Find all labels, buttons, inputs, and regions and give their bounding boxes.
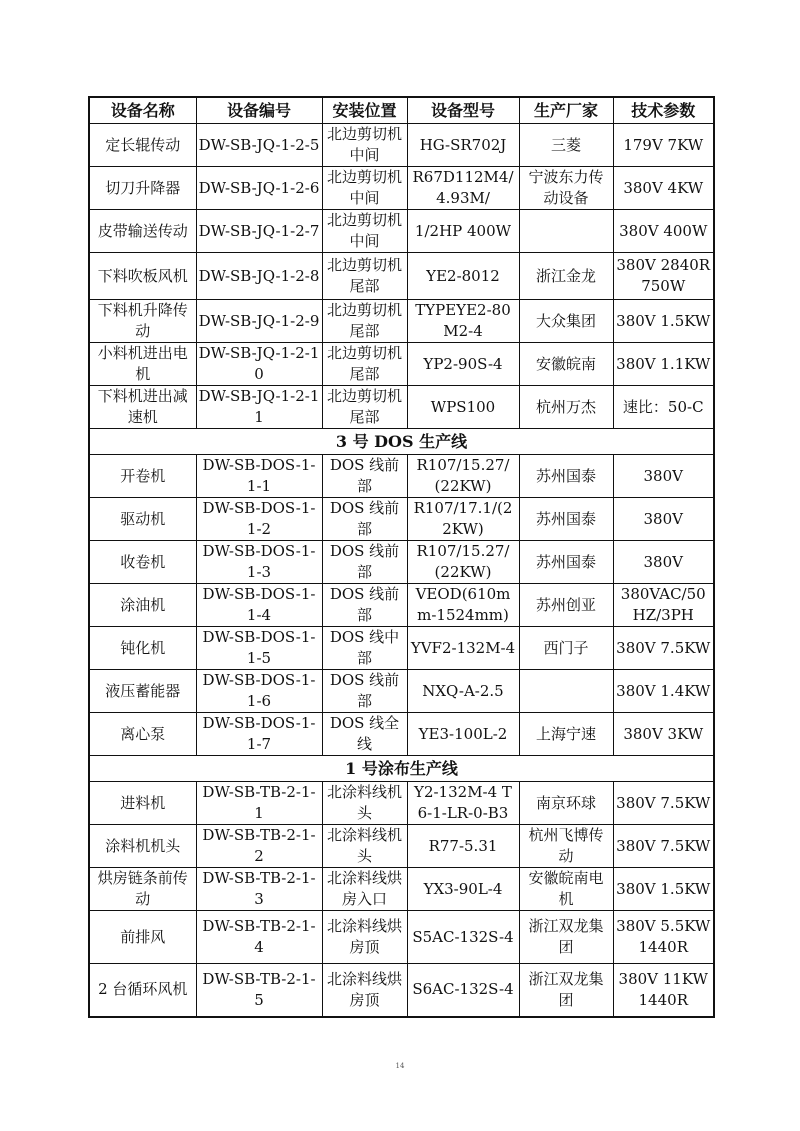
cell-equipment-name: 离心泵 (89, 713, 196, 756)
table-row (89, 670, 714, 713)
cell-install-location: DOS 线前部 (322, 670, 407, 713)
cell-technical-params: 380V 7.5KW (613, 825, 714, 868)
cell-equipment-code: DW-SB-JQ-1-2-8 (196, 253, 322, 300)
cell-equipment-code: DW-SB-JQ-1-2-10 (196, 343, 322, 386)
cell-manufacturer: 杭州飞博传动 (519, 825, 613, 868)
cell-equipment-name: 液压蓄能器 (89, 670, 196, 713)
cell-install-location: 北边剪切机中间 (322, 124, 407, 167)
cell-equipment-model: YE3-100L-2 (407, 713, 519, 756)
equipment-table-container (88, 96, 713, 1018)
equipment-table (88, 96, 715, 1018)
cell-technical-params: 380V 1.1KW (613, 343, 714, 386)
cell-manufacturer: 大众集团 (519, 300, 613, 343)
cell-technical-params: 179V 7KW (613, 124, 714, 167)
cell-install-location: DOS 线前部 (322, 584, 407, 627)
cell-technical-params: 380V 2840R 750W (613, 253, 714, 300)
cell-equipment-code: DW-SB-DOS-1-1-5 (196, 627, 322, 670)
cell-equipment-model: R77-5.31 (407, 825, 519, 868)
cell-technical-params: 380V 11KW 1440R (613, 964, 714, 1017)
cell-install-location: 北边剪切机尾部 (322, 300, 407, 343)
table-row (89, 964, 714, 1017)
cell-install-location: 北边剪切机尾部 (322, 386, 407, 429)
cell-manufacturer: 浙江金龙 (519, 253, 613, 300)
table-row (89, 541, 714, 584)
cell-manufacturer: 宁波东力传动设备 (519, 167, 613, 210)
cell-equipment-name: 涂油机 (89, 584, 196, 627)
table-row (89, 627, 714, 670)
cell-manufacturer: 浙江双龙集团 (519, 911, 613, 964)
cell-technical-params: 380V 7.5KW (613, 627, 714, 670)
cell-install-location: 北边剪切机中间 (322, 167, 407, 210)
table-row (89, 584, 714, 627)
section-row (89, 429, 714, 455)
cell-equipment-model: YX3-90L-4 (407, 868, 519, 911)
cell-equipment-model: S6AC-132S-4 (407, 964, 519, 1017)
cell-equipment-model: R107/17.1/(22KW) (407, 498, 519, 541)
table-row (89, 386, 714, 429)
cell-equipment-code: DW-SB-DOS-1-1-2 (196, 498, 322, 541)
cell-equipment-name: 开卷机 (89, 455, 196, 498)
cell-manufacturer: 三菱 (519, 124, 613, 167)
cell-equipment-code: DW-SB-TB-2-1-1 (196, 782, 322, 825)
cell-manufacturer: 安徽皖南 (519, 343, 613, 386)
cell-technical-params: 380V (613, 541, 714, 584)
cell-equipment-model: YP2-90S-4 (407, 343, 519, 386)
cell-install-location: 北涂料线机头 (322, 782, 407, 825)
cell-equipment-code: DW-SB-TB-2-1-3 (196, 868, 322, 911)
cell-equipment-code: DW-SB-DOS-1-1-7 (196, 713, 322, 756)
table-row (89, 868, 714, 911)
cell-install-location: DOS 线前部 (322, 455, 407, 498)
cell-equipment-name: 驱动机 (89, 498, 196, 541)
section-row (89, 756, 714, 782)
cell-equipment-name: 切刀升降器 (89, 167, 196, 210)
cell-technical-params: 380V (613, 498, 714, 541)
cell-equipment-code: DW-SB-JQ-1-2-7 (196, 210, 322, 253)
cell-equipment-name: 皮带输送传动 (89, 210, 196, 253)
header-manufacturer: 生产厂家 (519, 97, 613, 124)
table-row (89, 455, 714, 498)
cell-manufacturer (519, 670, 613, 713)
cell-technical-params: 380VAC/50HZ/3PH (613, 584, 714, 627)
cell-equipment-model: TYPEYE2-80M2-4 (407, 300, 519, 343)
cell-equipment-name: 烘房链条前传动 (89, 868, 196, 911)
cell-equipment-code: DW-SB-TB-2-1-5 (196, 964, 322, 1017)
cell-equipment-name: 收卷机 (89, 541, 196, 584)
cell-equipment-model: HG-SR702J (407, 124, 519, 167)
table-row (89, 343, 714, 386)
header-equipment-code: 设备编号 (196, 97, 322, 124)
cell-equipment-code: DW-SB-DOS-1-1-6 (196, 670, 322, 713)
cell-manufacturer: 苏州国泰 (519, 498, 613, 541)
table-body (89, 124, 714, 1017)
header-install-location: 安装位置 (322, 97, 407, 124)
cell-equipment-model: YE2-8012 (407, 253, 519, 300)
header-equipment-model: 设备型号 (407, 97, 519, 124)
cell-technical-params: 速比：50-C (613, 386, 714, 429)
cell-manufacturer (519, 210, 613, 253)
cell-manufacturer: 苏州国泰 (519, 455, 613, 498)
cell-manufacturer: 苏州国泰 (519, 541, 613, 584)
cell-equipment-name: 进料机 (89, 782, 196, 825)
cell-manufacturer: 安徽皖南电机 (519, 868, 613, 911)
cell-manufacturer: 上海宁速 (519, 713, 613, 756)
table-row (89, 498, 714, 541)
cell-equipment-name: 下料机进出减速机 (89, 386, 196, 429)
cell-equipment-model: 1/2HP 400W (407, 210, 519, 253)
cell-equipment-model: R107/15.27/(22KW) (407, 541, 519, 584)
cell-install-location: DOS 线前部 (322, 541, 407, 584)
cell-equipment-name: 下料机升降传动 (89, 300, 196, 343)
header-technical-params: 技术参数 (613, 97, 714, 124)
cell-manufacturer: 杭州万杰 (519, 386, 613, 429)
cell-equipment-code: DW-SB-DOS-1-1-1 (196, 455, 322, 498)
cell-equipment-code: DW-SB-JQ-1-2-9 (196, 300, 322, 343)
cell-technical-params: 380V 1.5KW (613, 868, 714, 911)
cell-equipment-model: S5AC-132S-4 (407, 911, 519, 964)
cell-technical-params: 380V 400W (613, 210, 714, 253)
table-row (89, 124, 714, 167)
cell-manufacturer: 西门子 (519, 627, 613, 670)
cell-equipment-model: YVF2-132M-4 (407, 627, 519, 670)
cell-install-location: 北边剪切机中间 (322, 210, 407, 253)
cell-equipment-code: DW-SB-DOS-1-1-4 (196, 584, 322, 627)
cell-equipment-code: DW-SB-DOS-1-1-3 (196, 541, 322, 584)
cell-install-location: 北涂料线烘房顶 (322, 964, 407, 1017)
cell-equipment-model: R107/15.27/(22KW) (407, 455, 519, 498)
cell-equipment-code: DW-SB-TB-2-1-2 (196, 825, 322, 868)
table-row (89, 782, 714, 825)
cell-equipment-model: Y2-132M-4 T6-1-LR-0-B3 (407, 782, 519, 825)
table-row (89, 167, 714, 210)
section-title: 1 号涂布生产线 (89, 756, 714, 782)
cell-install-location: 北边剪切机尾部 (322, 343, 407, 386)
cell-technical-params: 380V 1.5KW (613, 300, 714, 343)
section-title: 3 号 DOS 生产线 (89, 429, 714, 455)
table-row (89, 210, 714, 253)
cell-equipment-name: 2 台循环风机 (89, 964, 196, 1017)
cell-manufacturer: 浙江双龙集团 (519, 964, 613, 1017)
cell-equipment-name: 钝化机 (89, 627, 196, 670)
cell-equipment-model: NXQ-A-2.5 (407, 670, 519, 713)
cell-manufacturer: 苏州创亚 (519, 584, 613, 627)
cell-equipment-code: DW-SB-JQ-1-2-6 (196, 167, 322, 210)
cell-equipment-model: VEOD(610mm-1524mm) (407, 584, 519, 627)
table-row (89, 253, 714, 300)
cell-technical-params: 380V 1.4KW (613, 670, 714, 713)
cell-install-location: 北边剪切机尾部 (322, 253, 407, 300)
cell-install-location: DOS 线前部 (322, 498, 407, 541)
cell-equipment-code: DW-SB-JQ-1-2-5 (196, 124, 322, 167)
cell-equipment-code: DW-SB-JQ-1-2-11 (196, 386, 322, 429)
cell-equipment-name: 定长辊传动 (89, 124, 196, 167)
table-row (89, 300, 714, 343)
cell-install-location: 北涂料线烘房入口 (322, 868, 407, 911)
cell-equipment-code: DW-SB-TB-2-1-4 (196, 911, 322, 964)
cell-equipment-model: R67D112M4/4.93M/ (407, 167, 519, 210)
table-row (89, 911, 714, 964)
cell-install-location: DOS 线中部 (322, 627, 407, 670)
cell-equipment-name: 下料吹板风机 (89, 253, 196, 300)
cell-equipment-name: 小料机进出电机 (89, 343, 196, 386)
cell-install-location: 北涂料线烘房顶 (322, 911, 407, 964)
cell-technical-params: 380V 3KW (613, 713, 714, 756)
cell-technical-params: 380V 5.5KW 1440R (613, 911, 714, 964)
page-number: 14 (395, 1062, 405, 1070)
cell-equipment-name: 前排风 (89, 911, 196, 964)
cell-manufacturer: 南京环球 (519, 782, 613, 825)
cell-equipment-name: 涂料机机头 (89, 825, 196, 868)
cell-install-location: 北涂料线机头 (322, 825, 407, 868)
cell-technical-params: 380V (613, 455, 714, 498)
table-row (89, 825, 714, 868)
cell-technical-params: 380V 7.5KW (613, 782, 714, 825)
header-equipment-name: 设备名称 (89, 97, 196, 124)
cell-technical-params: 380V 4KW (613, 167, 714, 210)
cell-equipment-model: WPS100 (407, 386, 519, 429)
table-row (89, 713, 714, 756)
cell-install-location: DOS 线全线 (322, 713, 407, 756)
header-row (89, 97, 714, 124)
